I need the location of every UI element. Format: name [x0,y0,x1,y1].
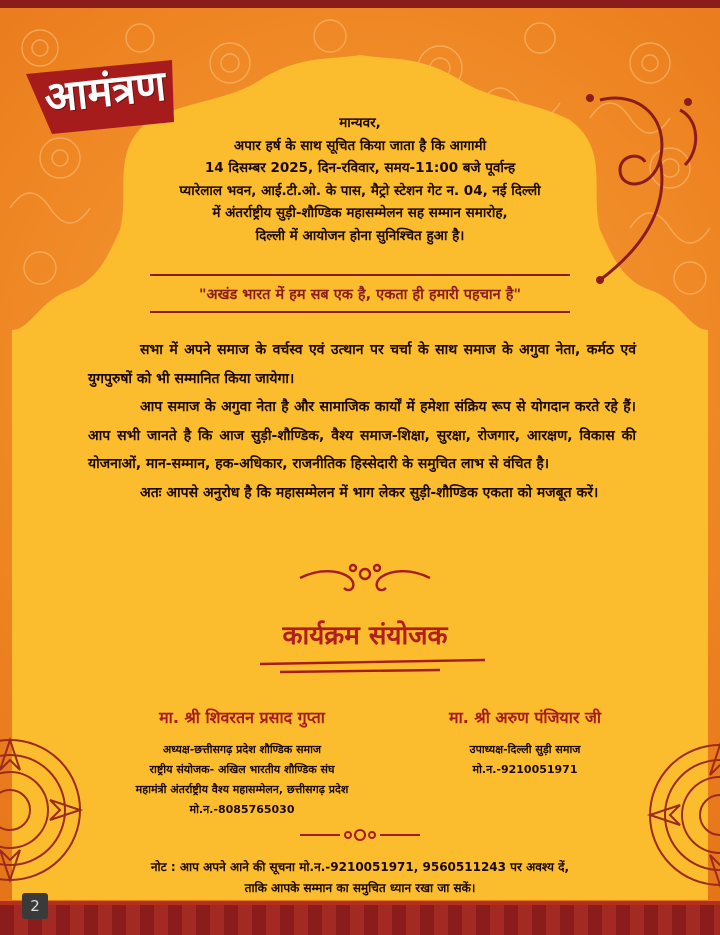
body-paragraph-1: सभा में अपने समाज के वर्चस्व एवं उत्थान पर चर्चा के साथ समाज के अगुवा नेता, कर्मठ एवं युगपुरुषों को भी सम्मानित किया जायेगा। [88,342,636,387]
intro-line: अपार हर्ष के साथ सूचित किया जाता है कि आगामी [233,137,487,154]
organizer-1-detail: महामंत्री अंतर्राष्ट्रीय वैश्य महासम्मेलन, छत्तीसगढ़ प्रदेश [135,783,349,796]
organizer-1-detail: राष्ट्रीय संयोजक- अखिल भारतीय शौण्डिक संघ [149,763,335,776]
organizer-1 [92,706,392,820]
organizer-2 [400,706,650,780]
small-ornament-icon [300,825,420,845]
intro-line: मान्यवर, [339,115,381,131]
bottom-border [0,905,720,935]
body-paragraph-3: अतः आपसे अनुरोध है कि महासम्मेलन में भाग लेकर सुड़ी-शौण्डिक एकता को मजबूत करें। [140,484,599,501]
organizer-2-phone: मो.न.-9210051971 [472,763,578,776]
quote-block [150,274,570,313]
intro-text [130,112,590,247]
note-text [60,857,660,899]
page-number-badge: 2 [22,893,48,919]
organizer-heading [240,560,490,680]
body-paragraph-2: आप समाज के अगुवा नेता है और सामाजिक कार्यों में हमेशा संक्रिय रूप से योगदान करते रहे हैं। आप सभी जानते है कि आज सुड़ी-शौण्डिक, वैश्य समाज-शिक्षा, सुरक्षा, रोजगार, आरक्षण, विकास की योजनाओं, मान-सम्मान, हक-अधिकार, राजनीतिक हिस्सेदारी के समुचित लाभ से वंचित है। [88,399,636,472]
intro-line: में अंतर्राष्ट्रीय सुड़ी-शौण्डिक महासम्मेलन सह सम्मान समारोह, [212,205,508,221]
intro-line: प्यारेलाल भवन, आई.टी.ओ. के पास, मैट्रो स्टेशन गेट न. 04, नई दिल्ली [179,182,541,199]
organizer-2-name: मा. श्री अरुण पंजियार जी [449,708,601,727]
body-text [88,336,636,507]
slogan-quote: "अखंड भारत में हम सब एक है, एकता ही हमारी पहचान है" [198,287,522,303]
intro-line: दिल्ली में आयोजन होना सुनिश्चित हुआ है। [255,227,465,244]
note-line: नोट : आप अपने आने की सूचना मो.न.-9210051971, 9560511243 पर अवश्य दें, [150,860,570,874]
organizer-1-phone: मो.न.-8085765030 [189,803,295,816]
organizer-1-detail: अध्यक्ष-छत्तीसगढ़ प्रदेश शौण्डिक समाज [162,743,322,756]
badge-title: आमंत्रण [42,60,169,123]
organizer-title: कार्यक्रम संयोजक [282,621,448,651]
note-line: ताकि आपके सम्मान का समुचित ध्यान रखा जा सकें। [244,881,476,895]
intro-line: 14 दिसम्बर 2025, दिन-रविवार, समय-11:00 बजे पूर्वान्ह [204,160,516,176]
quote-divider-bottom [150,311,570,313]
organizer-1-name: मा. श्री शिवरतन प्रसाद गुप्ता [159,708,325,727]
organizer-2-detail: उपाध्यक्ष-दिल्ली सुड़ी समाज [469,743,581,756]
